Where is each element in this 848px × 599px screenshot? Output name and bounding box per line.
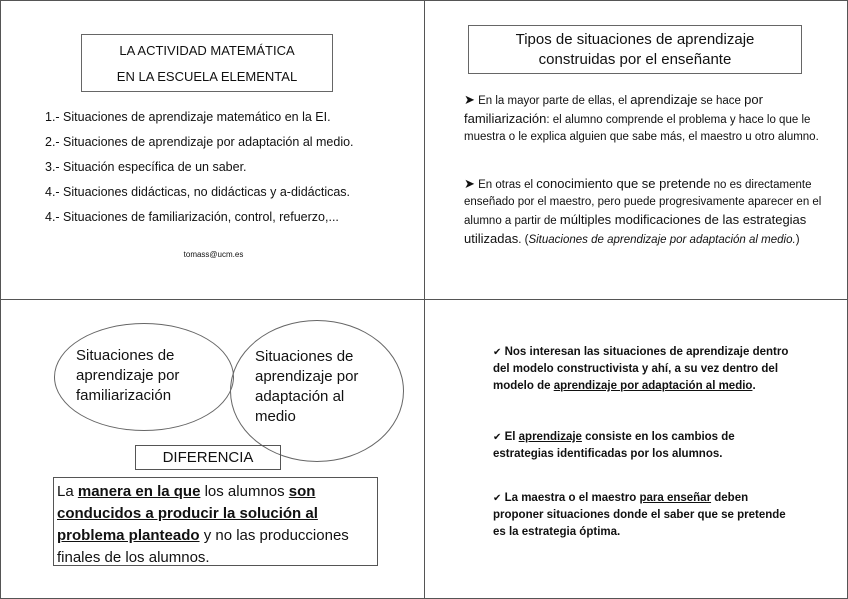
- text-run: los alumnos: [200, 483, 289, 500]
- bullet-aprendizaje: [493, 429, 798, 463]
- slide2-title-line2: construidas por el enseñante: [538, 51, 732, 68]
- text-run: por: [744, 92, 763, 107]
- list-item: 4.- Situaciones de familiarización, control, refuerzo,...: [45, 210, 339, 224]
- text-run: son conducidos a producir la solución al problema planteado: [57, 483, 318, 544]
- slide1-title-line1: LA ACTIVIDAD MATEMÁTICA: [119, 43, 295, 58]
- text-run: proponer situaciones: [493, 509, 610, 521]
- paragraph-adaptacion: [464, 175, 834, 249]
- slide-1: [0, 0, 425, 300]
- text-run: .: [617, 526, 621, 538]
- oval-line: aprendizaje por: [76, 367, 180, 384]
- text-run: identificadas por los alumnos.: [553, 448, 723, 460]
- oval-line: Situaciones de: [255, 348, 354, 365]
- slide-3: [0, 299, 425, 599]
- bullet-modelo-constructivista: [493, 344, 798, 395]
- oval-familiarizacion: [54, 323, 234, 431]
- slide2-title-line1: Tipos de situaciones de aprendizaje: [515, 31, 755, 48]
- text-run: manera en la que: [77, 483, 201, 500]
- arrow-bullet-icon: ➤: [464, 92, 475, 107]
- text-run: consiste en los: [581, 431, 672, 443]
- text-run: saber: [663, 509, 695, 521]
- text-run: cambios de estrategias: [493, 431, 735, 460]
- check-bullet-icon: ✔: [493, 493, 502, 504]
- oval-line: familiarización: [76, 387, 172, 404]
- list-item: 1.- Situaciones de aprendizaje matemático en la EI.: [45, 110, 331, 124]
- text-run: se hace: [697, 95, 745, 107]
- slide-4: [424, 299, 848, 599]
- check-bullet-icon: ✔: [493, 432, 502, 443]
- text-run: La: [57, 483, 78, 500]
- oval-line: aprendizaje por: [255, 368, 359, 385]
- text-run: En la mayor parte de ellas, el: [474, 95, 631, 107]
- slide1-topic-list: [45, 105, 354, 230]
- slide1-title-box: [81, 34, 333, 92]
- list-item: 3.- Situación específica de un saber.: [45, 160, 247, 174]
- text-run: para enseñar: [639, 492, 712, 504]
- text-run: familiarización: [464, 111, 547, 126]
- diferencia-label: DIFERENCIA: [135, 445, 281, 470]
- list-item: 2.- Situaciones de aprendizaje por adaptación al medio.: [45, 135, 354, 149]
- text-run: y no las producciones finales de los alumnos.: [57, 527, 349, 566]
- text-run: múltiples modificaciones de las estrategias utilizadas: [464, 212, 807, 246]
- author-email: tomass@ucm.es: [183, 250, 244, 259]
- bullet-maestro: [493, 490, 798, 541]
- list-item: 4.- Situaciones didácticas, no didácticas y a-didácticas.: [45, 185, 351, 199]
- difference-explanation-box: [53, 477, 378, 566]
- text-run: .: [752, 380, 756, 392]
- text-run: En otras el: [474, 179, 537, 191]
- arrow-bullet-icon: ➤: [464, 176, 475, 191]
- text-run: donde el: [609, 509, 664, 521]
- oval-line: adaptación al: [255, 388, 345, 405]
- text-run: El: [501, 431, 519, 443]
- text-run: : el alumno comprende el problema y hace lo que le muestra o le explica alguien que sabe más, el maestro u otro alumno.: [464, 114, 819, 143]
- text-run: conocimiento que se pretende: [536, 176, 711, 191]
- text-run: Nos interesan las situaciones de aprendizaje dentro del modelo constructivista y ahí, a su vez dentro del modelo de: [493, 346, 789, 392]
- text-run: aprendizaje: [518, 431, 582, 443]
- oval-line: medio: [255, 408, 296, 425]
- text-run: La maestra o el maestro: [501, 492, 640, 504]
- slide2-title-box: [468, 25, 802, 74]
- text-run: ): [795, 234, 800, 246]
- text-run: aprendizaje por adaptación al medio: [553, 380, 753, 392]
- text-run: que se pretende es la: [493, 509, 786, 538]
- text-run: no es directamente enseñado por el maestro, pero puede progresivamente aparecer en el alumno a partir de: [464, 179, 822, 227]
- text-run: deben: [711, 492, 749, 504]
- oval-line: Situaciones de: [76, 347, 175, 364]
- paragraph-familiarizacion: [464, 91, 834, 146]
- slide-2: [424, 0, 848, 300]
- text-run: aprendizaje: [630, 92, 698, 107]
- text-run: Situaciones de aprendizaje por adaptación al medio.: [528, 234, 796, 246]
- check-bullet-icon: ✔: [493, 347, 502, 358]
- slide1-title-line2: EN LA ESCUELA ELEMENTAL: [116, 69, 298, 84]
- text-run: . (: [518, 234, 529, 246]
- text-run: estrategia óptima: [521, 526, 618, 538]
- oval-adaptacion: [230, 320, 404, 462]
